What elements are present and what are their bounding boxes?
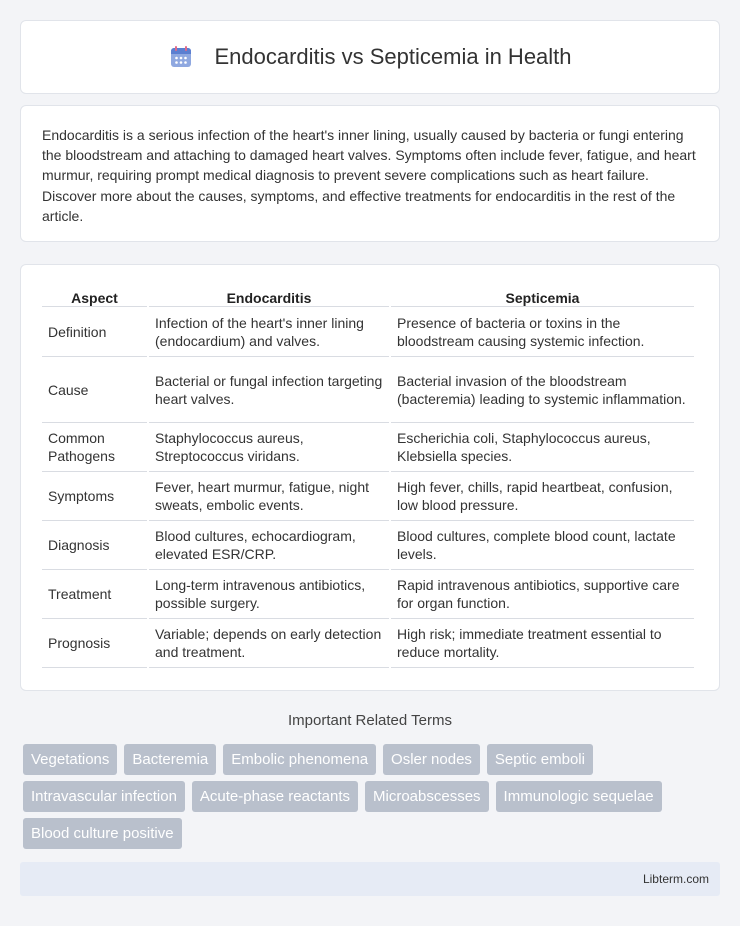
- tag-row: [23, 781, 723, 812]
- table-row: [42, 619, 694, 668]
- calendar-grid-icon: [168, 44, 194, 70]
- cell-septicemia: Escherichia coli, Staphylococcus aureus, Klebsiella species.: [391, 423, 694, 472]
- header-septicemia: Septicemia: [391, 285, 694, 307]
- term-tag[interactable]: Bacteremia: [124, 744, 216, 775]
- cell-septicemia: Blood cultures, complete blood count, lactate levels.: [391, 521, 694, 570]
- cell-aspect: Symptoms: [42, 472, 147, 521]
- header-aspect: Aspect: [42, 285, 147, 307]
- table-header-row: [42, 285, 694, 307]
- cell-endocarditis: Long-term intravenous antibiotics, possible surgery.: [149, 570, 389, 619]
- term-tag[interactable]: Microabscesses: [365, 781, 489, 812]
- term-tag[interactable]: Blood culture positive: [23, 818, 182, 849]
- header-endocarditis: Endocarditis: [149, 285, 389, 307]
- cell-aspect: Definition: [42, 307, 147, 357]
- cell-aspect: Diagnosis: [42, 521, 147, 570]
- page-title: Endocarditis vs Septicemia in Health: [214, 44, 572, 69]
- cell-septicemia: High risk; immediate treatment essential to reduce mortality.: [391, 619, 694, 668]
- comparison-table-card: [20, 264, 720, 691]
- term-tag[interactable]: Intravascular infection: [23, 781, 185, 812]
- tag-row: [23, 818, 723, 849]
- cell-endocarditis: Infection of the heart's inner lining (endocardium) and valves.: [149, 307, 389, 357]
- intro-card: [20, 105, 720, 242]
- related-terms: [23, 744, 723, 855]
- footer-brand-link[interactable]: Libterm.com: [642, 872, 709, 886]
- cell-aspect: Common Pathogens: [42, 423, 147, 472]
- comparison-table: [40, 285, 696, 668]
- table-row: [42, 472, 694, 521]
- footer: [20, 862, 720, 896]
- cell-septicemia: Bacterial invasion of the bloodstream (bacteremia) leading to systemic inflammation.: [391, 357, 694, 423]
- cell-endocarditis: Variable; depends on early detection and treatment.: [149, 619, 389, 668]
- cell-aspect: Treatment: [42, 570, 147, 619]
- cell-endocarditis: Bacterial or fungal infection targeting heart valves.: [149, 357, 389, 423]
- table-row: [42, 423, 694, 472]
- cell-septicemia: Presence of bacteria or toxins in the bloodstream causing systemic infection.: [391, 307, 694, 357]
- table-row: [42, 521, 694, 570]
- term-tag[interactable]: Embolic phenomena: [223, 744, 376, 775]
- term-tag[interactable]: Acute-phase reactants: [192, 781, 358, 812]
- term-tag[interactable]: Vegetations: [23, 744, 117, 775]
- term-tag[interactable]: Septic emboli: [487, 744, 593, 775]
- tag-row: [23, 744, 723, 775]
- related-terms-title: Important Related Terms: [288, 712, 452, 729]
- cell-endocarditis: Staphylococcus aureus, Streptococcus viridans.: [149, 423, 389, 472]
- term-tag[interactable]: Osler nodes: [383, 744, 480, 775]
- header-card: [20, 20, 720, 94]
- cell-aspect: Cause: [42, 357, 147, 423]
- table-row: [42, 570, 694, 619]
- cell-septicemia: Rapid intravenous antibiotics, supportive care for organ function.: [391, 570, 694, 619]
- term-tag[interactable]: Immunologic sequelae: [496, 781, 662, 812]
- table-row: [42, 307, 694, 357]
- cell-aspect: Prognosis: [42, 619, 147, 668]
- table-row: [42, 357, 694, 423]
- cell-endocarditis: Fever, heart murmur, fatigue, night sweats, embolic events.: [149, 472, 389, 521]
- cell-endocarditis: Blood cultures, echocardiogram, elevated ESR/CRP.: [149, 521, 389, 570]
- intro-text: Endocarditis is a serious infection of the heart's inner lining, usually caused by bacteria or fungi entering the bloodstream and attaching to damaged heart valves. Symptoms often include fever, fatigue, and heart murmur, requiring prompt medical diagnosis to prevent severe complications such as heart failure. Discover more about the causes, symptoms, and effective treatments for endocarditis in the rest of the article.: [42, 127, 696, 224]
- cell-septicemia: High fever, chills, rapid heartbeat, confusion, low blood pressure.: [391, 472, 694, 521]
